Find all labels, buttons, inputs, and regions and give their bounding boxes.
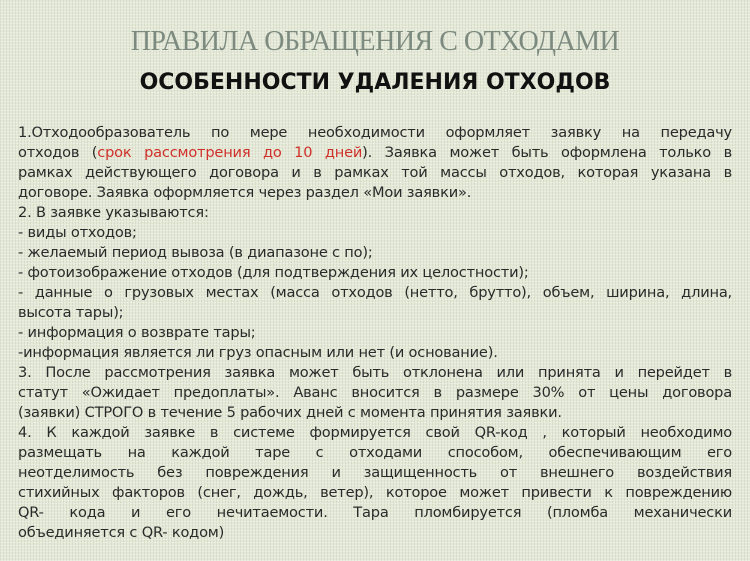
text-segment: договоре. Заявка оформляется через раздел «Мои заявки». (18, 184, 472, 201)
text-segment: 4. К каждой заявке в системе формируется свой QR-код , который необходимо (18, 424, 732, 441)
text-line (18, 183, 732, 203)
text-segment: высота тары); (18, 304, 124, 321)
text-segment: статут «Ожидает предоплаты». Аванс вносится в размере 30% от цены договора (18, 384, 732, 401)
text-line (18, 143, 732, 163)
text-line (18, 443, 732, 463)
text-segment: 2. В заявке указываются: (18, 204, 209, 221)
text-segment: - желаемый период вывоза (в диапазоне с по); (18, 244, 373, 261)
text-segment: 1.Отходообразователь по мере необходимости оформляет заявку на передачу (18, 124, 732, 141)
text-line (18, 263, 732, 283)
text-line (18, 503, 732, 523)
text-line (18, 363, 732, 383)
slide-body-text (18, 123, 732, 543)
text-segment: 3. После рассмотрения заявка может быть отклонена или принята и перейдет в (18, 364, 732, 381)
text-line (18, 383, 732, 403)
text-segment: неотделимость без повреждения и защищенность от внешнего воздействия (18, 464, 732, 481)
slide-subtitle: ОСОБЕННОСТИ УДАЛЕНИЯ ОТХОДОВ (139, 70, 611, 95)
text-line (18, 323, 732, 343)
text-line (18, 463, 732, 483)
text-line (18, 343, 732, 363)
text-line (18, 223, 732, 243)
text-line (18, 163, 732, 183)
text-line (18, 243, 732, 263)
text-segment: - данные о грузовых местах (масса отходов (нетто, брутто), объем, ширина, длина, (18, 284, 732, 301)
text-segment: - виды отходов; (18, 224, 137, 241)
text-segment: размещать на каждой таре с отходами способом, обеспечивающим его (18, 444, 732, 461)
text-segment: QR- кода и его нечитаемости. Тара пломбируется (пломба механически (18, 504, 732, 521)
text-segment: (заявки) СТРОГО в течение 5 рабочих дней с момента принятия заявки. (18, 404, 562, 421)
text-segment: стихийных факторов (снег, дождь, ветер), которое может привести к повреждению (18, 484, 732, 501)
text-segment: рамках действующего договора и в рамках той массы отходов, которая указана в (18, 164, 732, 181)
text-segment: объединяется с QR- кодом) (18, 524, 225, 541)
text-segment: ). Заявка может быть оформлена только в (362, 144, 732, 161)
text-segment: - фотоизображение отходов (для подтверждения их целостности); (18, 264, 529, 281)
highlighted-text: срок рассмотрения до 10 дней (97, 144, 363, 161)
text-line (18, 523, 732, 543)
text-line (18, 123, 732, 143)
text-line (18, 283, 732, 303)
text-line (18, 423, 732, 443)
text-line (18, 203, 732, 223)
text-line (18, 483, 732, 503)
slide-title: ПРАВИЛА ОБРАЩЕНИЯ С ОТХОДАМИ (130, 26, 620, 57)
text-segment: -информация является ли груз опасным или нет (и основание). (18, 344, 498, 361)
text-line (18, 303, 732, 323)
text-line (18, 403, 732, 423)
text-segment: - информация о возврате тары; (18, 324, 256, 341)
text-segment: отходов ( (18, 144, 98, 161)
